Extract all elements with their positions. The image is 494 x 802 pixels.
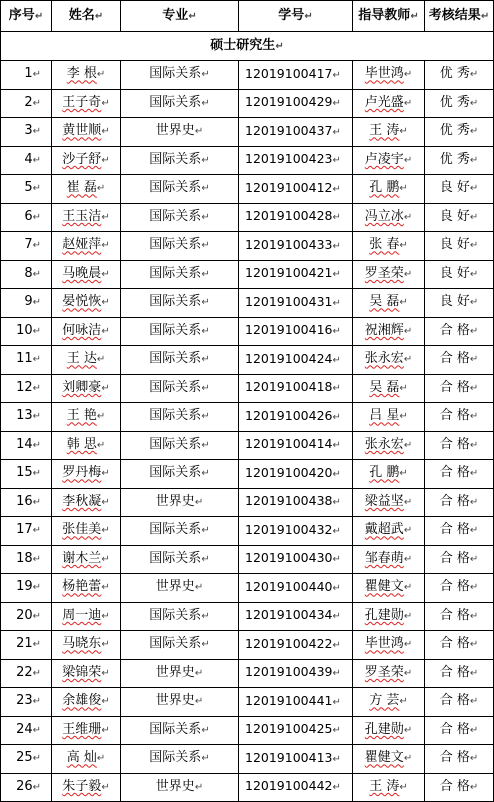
cell-major: 国际关系↵	[121, 317, 239, 346]
cell-name: 马晚晨↵	[52, 260, 121, 289]
table-row	[1, 175, 494, 204]
cell-name: 高 灿↵	[52, 745, 121, 774]
cell-student-id: 12019100420↵	[239, 460, 353, 489]
cell-number: 18↵	[1, 545, 52, 574]
cell-major: 国际关系↵	[121, 289, 239, 318]
cell-student-id: 12019100418↵	[239, 374, 353, 403]
cell-major: 国际关系↵	[121, 460, 239, 489]
cell-advisor: 张永宏↵	[353, 431, 425, 460]
table-row	[1, 346, 494, 375]
cell-major: 国际关系↵	[121, 374, 239, 403]
cell-number: 24↵	[1, 716, 52, 745]
cell-name: 李秋凝↵	[52, 488, 121, 517]
cell-result: 合 格↵	[425, 716, 494, 745]
cell-result: 优 秀↵	[425, 118, 494, 147]
cell-major: 国际关系↵	[121, 89, 239, 118]
cell-student-id: 12019100423↵	[239, 146, 353, 175]
cell-major: 国际关系↵	[121, 146, 239, 175]
cell-advisor: 张永宏↵	[353, 346, 425, 375]
cell-result: 合 格↵	[425, 431, 494, 460]
cell-number: 25↵	[1, 745, 52, 774]
cell-major: 国际关系↵	[121, 602, 239, 631]
cell-major: 世界史↵	[121, 574, 239, 603]
cell-name: 韩 思↵	[52, 431, 121, 460]
table-row	[1, 89, 494, 118]
cell-name: 余雄俊↵	[52, 688, 121, 717]
table-row	[1, 431, 494, 460]
cell-major: 世界史↵	[121, 488, 239, 517]
cell-advisor: 王 涛↵	[353, 118, 425, 147]
cell-student-id: 12019100416↵	[239, 317, 353, 346]
table-row	[1, 146, 494, 175]
cell-name: 王子奇↵	[52, 89, 121, 118]
cell-student-id: 12019100437↵	[239, 118, 353, 147]
cell-advisor: 祝湘辉↵	[353, 317, 425, 346]
cell-number: 21↵	[1, 631, 52, 660]
cell-major: 国际关系↵	[121, 260, 239, 289]
cell-student-id: 12019100439↵	[239, 659, 353, 688]
cell-major: 国际关系↵	[121, 403, 239, 432]
cell-result: 良 好↵	[425, 260, 494, 289]
cell-number: 10↵	[1, 317, 52, 346]
cell-result: 合 格↵	[425, 545, 494, 574]
cell-name: 赵娅萍↵	[52, 232, 121, 261]
cell-result: 合 格↵	[425, 631, 494, 660]
cell-name: 崔 磊↵	[52, 175, 121, 204]
cell-student-id: 12019100431↵	[239, 289, 353, 318]
cell-number: 5↵	[1, 175, 52, 204]
cell-advisor: 卢光盛↵	[353, 89, 425, 118]
cell-result: 合 格↵	[425, 346, 494, 375]
cell-student-id: 12019100421↵	[239, 260, 353, 289]
cell-advisor: 罗圣荣↵	[353, 659, 425, 688]
cell-name: 梁锦荣↵	[52, 659, 121, 688]
cell-result: 合 格↵	[425, 659, 494, 688]
cell-number: 12↵	[1, 374, 52, 403]
section-row	[1, 32, 494, 61]
cell-result: 合 格↵	[425, 745, 494, 774]
table-row	[1, 289, 494, 318]
cell-student-id: 12019100440↵	[239, 574, 353, 603]
cell-number: 17↵	[1, 517, 52, 546]
cell-major: 国际关系↵	[121, 346, 239, 375]
cell-advisor: 吴 磊↵	[353, 374, 425, 403]
cell-student-id: 12019100426↵	[239, 403, 353, 432]
cell-result: 优 秀↵	[425, 146, 494, 175]
cell-major: 国际关系↵	[121, 431, 239, 460]
table-row	[1, 374, 494, 403]
cell-number: 9↵	[1, 289, 52, 318]
cell-advisor: 王 涛↵	[353, 773, 425, 802]
cell-major: 国际关系↵	[121, 61, 239, 90]
cell-name: 晏悦恢↵	[52, 289, 121, 318]
cell-student-id: 12019100422↵	[239, 631, 353, 660]
cell-result: 合 格↵	[425, 688, 494, 717]
cell-major: 国际关系↵	[121, 517, 239, 546]
cell-advisor: 毕世鸿↵	[353, 631, 425, 660]
cell-advisor: 梁益坚↵	[353, 488, 425, 517]
table-row	[1, 602, 494, 631]
cell-student-id: 12019100434↵	[239, 602, 353, 631]
cell-name: 周一迪↵	[52, 602, 121, 631]
table-row	[1, 232, 494, 261]
header-row	[1, 1, 494, 32]
cell-name: 王 达↵	[52, 346, 121, 375]
cell-number: 14↵	[1, 431, 52, 460]
cell-student-id: 12019100433↵	[239, 232, 353, 261]
cell-student-id: 12019100412↵	[239, 175, 353, 204]
cell-major: 世界史↵	[121, 118, 239, 147]
cell-major: 国际关系↵	[121, 203, 239, 232]
cell-number: 4↵	[1, 146, 52, 175]
cell-result: 合 格↵	[425, 403, 494, 432]
cell-number: 16↵	[1, 488, 52, 517]
table-row	[1, 460, 494, 489]
cell-result: 良 好↵	[425, 175, 494, 204]
cell-result: 良 好↵	[425, 203, 494, 232]
cell-advisor: 冯立冰↵	[353, 203, 425, 232]
cell-name: 张佳美↵	[52, 517, 121, 546]
cell-advisor: 张 春↵	[353, 232, 425, 261]
cell-name: 王 艳↵	[52, 403, 121, 432]
cell-number: 1↵	[1, 61, 52, 90]
cell-name: 马晓东↵	[52, 631, 121, 660]
cell-name: 罗丹梅↵	[52, 460, 121, 489]
cell-number: 7↵	[1, 232, 52, 261]
cell-student-id: 12019100428↵	[239, 203, 353, 232]
cell-result: 合 格↵	[425, 602, 494, 631]
cell-major: 国际关系↵	[121, 716, 239, 745]
cell-advisor: 孔建勋↵	[353, 602, 425, 631]
cell-advisor: 吴 磊↵	[353, 289, 425, 318]
header-result: 考核结果↵	[425, 1, 494, 32]
table-row	[1, 574, 494, 603]
cell-student-id: 12019100438↵	[239, 488, 353, 517]
cell-result: 合 格↵	[425, 488, 494, 517]
cell-result: 良 好↵	[425, 232, 494, 261]
cell-name: 何咏洁↵	[52, 317, 121, 346]
header-student-id: 学号↵	[239, 1, 353, 32]
cell-number: 6↵	[1, 203, 52, 232]
cell-number: 3↵	[1, 118, 52, 147]
cell-major: 世界史↵	[121, 773, 239, 802]
cell-name: 朱子毅↵	[52, 773, 121, 802]
cell-student-id: 12019100441↵	[239, 688, 353, 717]
table-row	[1, 631, 494, 660]
cell-result: 合 格↵	[425, 460, 494, 489]
cell-number: 2↵	[1, 89, 52, 118]
header-advisor: 指导教师↵	[353, 1, 425, 32]
cell-student-id: 12019100432↵	[239, 517, 353, 546]
header-name: 姓名↵	[52, 1, 121, 32]
cell-name: 杨艳蕾↵	[52, 574, 121, 603]
cell-name: 黄世顺↵	[52, 118, 121, 147]
cell-number: 26↵	[1, 773, 52, 802]
cell-student-id: 12019100429↵	[239, 89, 353, 118]
cell-number: 20↵	[1, 602, 52, 631]
cell-number: 23↵	[1, 688, 52, 717]
cell-major: 世界史↵	[121, 659, 239, 688]
cell-major: 国际关系↵	[121, 175, 239, 204]
section-title: 硕士研究生↵	[1, 32, 494, 61]
cell-result: 良 好↵	[425, 289, 494, 318]
cell-name: 沙子舒↵	[52, 146, 121, 175]
table-row	[1, 545, 494, 574]
cell-advisor: 孔 鹏↵	[353, 175, 425, 204]
cell-result: 合 格↵	[425, 773, 494, 802]
cell-name: 刘卿豪↵	[52, 374, 121, 403]
cell-advisor: 瞿健文↵	[353, 574, 425, 603]
cell-student-id: 12019100413↵	[239, 745, 353, 774]
cell-major: 国际关系↵	[121, 631, 239, 660]
cell-number: 11↵	[1, 346, 52, 375]
cell-advisor: 罗圣荣↵	[353, 260, 425, 289]
cell-student-id: 12019100430↵	[239, 545, 353, 574]
table-row	[1, 659, 494, 688]
table-row	[1, 203, 494, 232]
table-row	[1, 688, 494, 717]
cell-result: 合 格↵	[425, 374, 494, 403]
cell-number: 13↵	[1, 403, 52, 432]
cell-student-id: 12019100417↵	[239, 61, 353, 90]
cell-student-id: 12019100424↵	[239, 346, 353, 375]
cell-advisor: 邹春萌↵	[353, 545, 425, 574]
cell-name: 谢木兰↵	[52, 545, 121, 574]
cell-number: 8↵	[1, 260, 52, 289]
cell-major: 世界史↵	[121, 688, 239, 717]
table-row	[1, 517, 494, 546]
cell-result: 合 格↵	[425, 574, 494, 603]
cell-major: 国际关系↵	[121, 232, 239, 261]
cell-advisor: 孔建勋↵	[353, 716, 425, 745]
cell-advisor: 瞿健文↵	[353, 745, 425, 774]
cell-name: 李 根↵	[52, 61, 121, 90]
table-row	[1, 260, 494, 289]
cell-advisor: 孔 鹏↵	[353, 460, 425, 489]
cell-number: 22↵	[1, 659, 52, 688]
table-row	[1, 745, 494, 774]
cell-result: 合 格↵	[425, 317, 494, 346]
table-row	[1, 488, 494, 517]
cell-number: 15↵	[1, 460, 52, 489]
table-row	[1, 403, 494, 432]
cell-student-id: 12019100442↵	[239, 773, 353, 802]
cell-advisor: 吕 星↵	[353, 403, 425, 432]
table-row	[1, 773, 494, 802]
table-row	[1, 317, 494, 346]
cell-advisor: 方 芸↵	[353, 688, 425, 717]
cell-name: 王维珊↵	[52, 716, 121, 745]
cell-name: 王玉洁↵	[52, 203, 121, 232]
table-row	[1, 716, 494, 745]
cell-student-id: 12019100414↵	[239, 431, 353, 460]
cell-advisor: 戴超武↵	[353, 517, 425, 546]
cell-major: 国际关系↵	[121, 545, 239, 574]
cell-major: 国际关系↵	[121, 745, 239, 774]
cell-result: 合 格↵	[425, 517, 494, 546]
header-major: 专业↵	[121, 1, 239, 32]
cell-student-id: 12019100425↵	[239, 716, 353, 745]
table-row	[1, 61, 494, 90]
header-number: 序号↵	[1, 1, 52, 32]
table-row	[1, 118, 494, 147]
cell-advisor: 卢凌宇↵	[353, 146, 425, 175]
cell-result: 优 秀↵	[425, 89, 494, 118]
cell-advisor: 毕世鸿↵	[353, 61, 425, 90]
cell-result: 优 秀↵	[425, 61, 494, 90]
cell-number: 19↵	[1, 574, 52, 603]
